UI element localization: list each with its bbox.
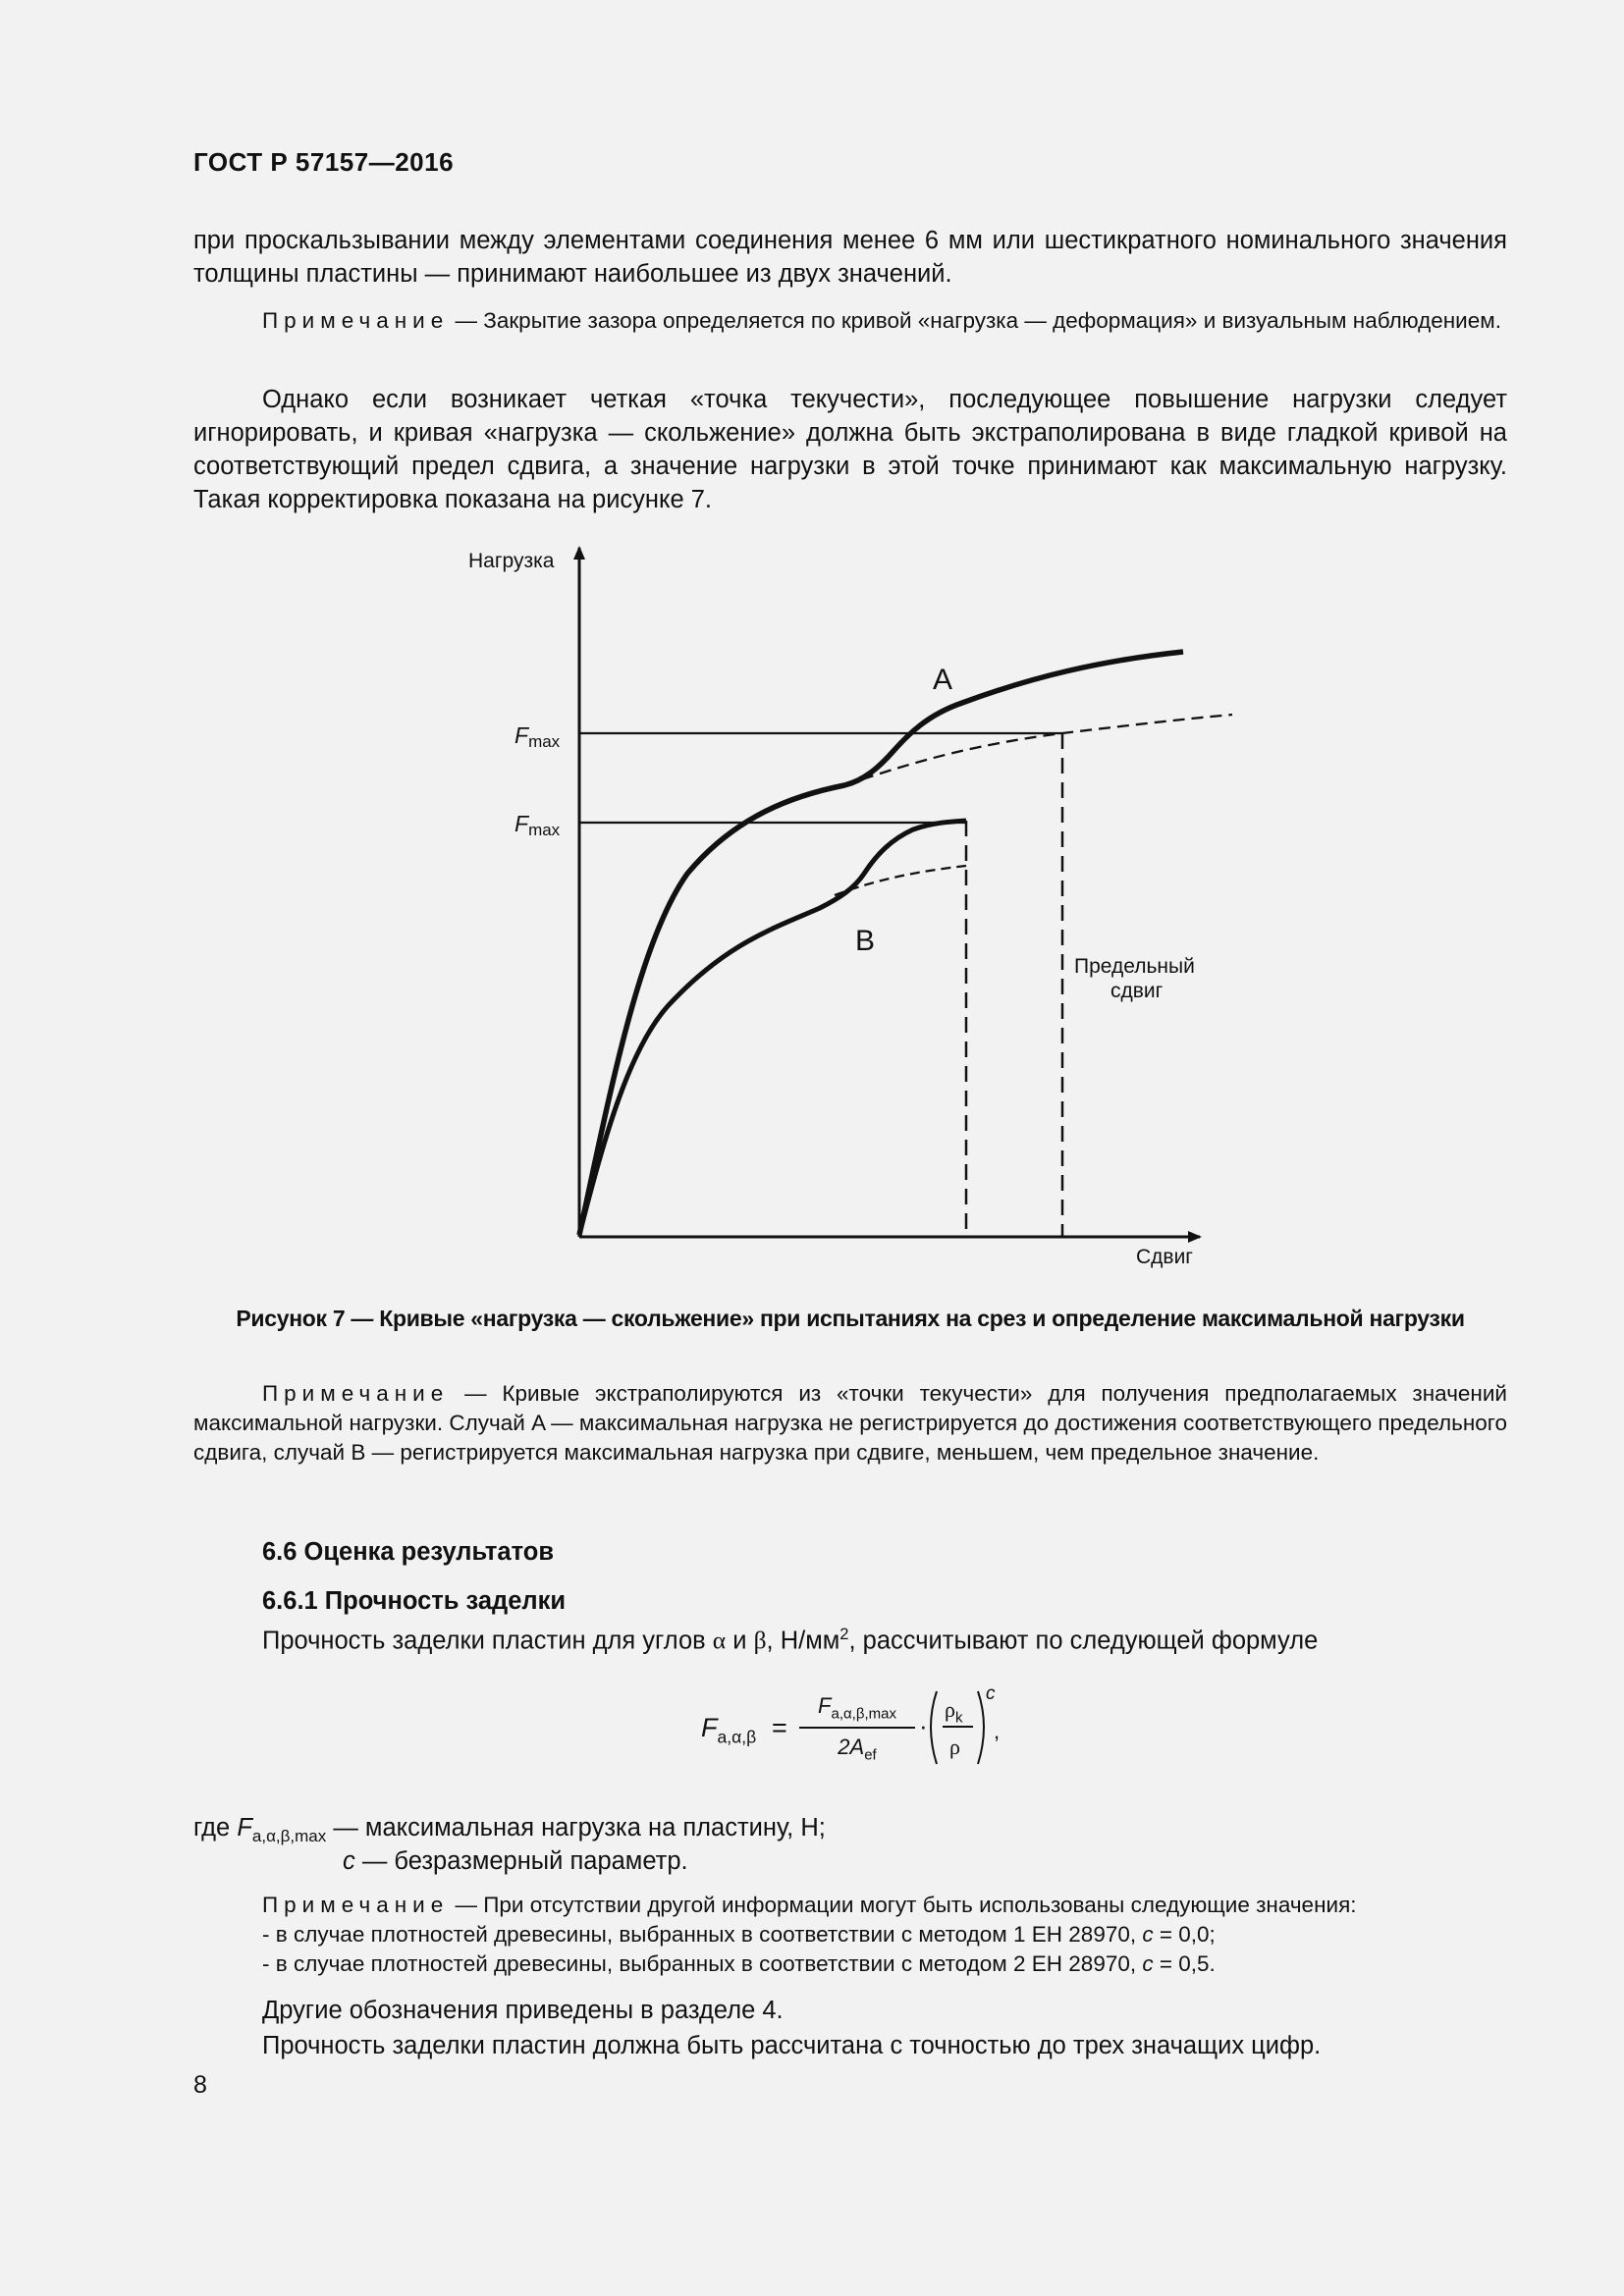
note-extrapolation	[193, 1379, 1507, 1468]
note-label: Примечание	[262, 1893, 450, 1917]
curve-a-label: A	[933, 664, 953, 696]
paragraph-yield-point: Однако если возникает четкая «точка текучести», последующее повышение нагрузки следует игнорировать, и кривая «нагрузка — скольжение» должна быть экстраполирована в виде гладкой кривой на соответствующий предел сдвига, а значение нагрузки в этой точке принимают как максимальную нагрузку. Такая корректировка показана на рисунке 7.	[193, 386, 1507, 513]
limit-shear-label-2: сдвиг	[1110, 980, 1164, 1002]
curve-a-extrapolation	[844, 715, 1232, 785]
note-c-values-lead: Примечание — При отсутствии другой информации могут быть использованы следующие значения:	[262, 1893, 1357, 1917]
paragraph-continuation: при проскальзывании между элементами соединения менее 6 мм или шестикратного номинального значения толщины пластины — принимают наибольшее из двух значений.	[193, 227, 1507, 288]
fmax-upper-label: Fmax	[514, 722, 561, 751]
formula-intro: Прочность заделки пластин для углов α и β, $Н/мм^2$, рассчитывают по следующей формуле	[262, 1625, 1319, 1655]
figure-caption: Рисунок 7 — Кривые «нагрузка — скольжение» при испытаниях на срез и определение максимальной нагрузки	[236, 1306, 1465, 1331]
formula-denominator: $2A_{ef}$	[838, 1735, 877, 1764]
note-text: — Закрытие зазора определяется по кривой «нагрузка — деформация» и визуальным наблюдением.	[449, 308, 1501, 333]
note-text: — Кривые экстраполируются из «точки текучести» для получения предполагаемых значений максимальной нагрузки. Случай A — максимальная нагрузка не регистрируется до достижения соответствующего предельного сдвига, случай B — регистрируется максимальная нагрузка при сдвиге, меньшем, чем предельное значение.	[193, 1381, 1507, 1465]
y-axis-label: Нагрузка	[468, 550, 555, 572]
paragraph-other-notations: Другие обозначения приведены в разделе 4.	[262, 1997, 784, 2024]
where-line-2: c — безразмерный параметр.	[343, 1847, 688, 1875]
page-header: ГОСТ Р 57157—2016	[193, 147, 455, 177]
formula-comma: ,	[994, 1719, 1001, 1743]
formula-dot: ·	[919, 1711, 928, 1740]
curve-b	[579, 821, 966, 1235]
formula-rho-k: $\rho_k$	[945, 1697, 963, 1727]
paragraph-precision: Прочность заделки пластин должна быть рассчитана с точностью до трех значащих цифр.	[262, 2032, 1322, 2059]
x-axis-label: Сдвиг	[1136, 1246, 1193, 1268]
note-label: Примечание	[262, 1381, 450, 1406]
formula-rho: ρ	[949, 1735, 960, 1759]
formula-lhs: $F_{a,\alpha,\beta}$	[701, 1713, 757, 1747]
fmax-lower-label: Fmax	[514, 811, 561, 839]
section-heading: 6.6 Оценка результатов	[262, 1538, 555, 1566]
page-number: 8	[193, 2071, 207, 2099]
curve-a	[579, 652, 1183, 1235]
formula-numerator: $F_{a,\alpha,\beta,max}$	[818, 1693, 896, 1723]
curve-b-extrapolation	[835, 866, 966, 895]
subsection-heading: 6.6.1 Прочность заделки	[262, 1587, 567, 1615]
note-c-values-item-1: - в случае плотностей древесины, выбранных в соответствии с методом 1 ЕН 28970, c = 0,0;	[262, 1922, 1216, 1947]
note-c-values	[262, 1891, 1507, 1979]
where-line-1: где $F_{a,\alpha,\beta,max}$ — максимальная нагрузка на пластину, Н;	[193, 1814, 826, 1846]
formula-exponent: c	[986, 1683, 996, 1704]
formula-parentheses	[697, 1683, 1090, 1791]
limit-shear-label-1: Предельный	[1074, 955, 1195, 978]
formula-equals: =	[772, 1713, 787, 1742]
note-label: Примечание	[262, 308, 450, 333]
note-c-values-item-2: - в случае плотностей древесины, выбранных в соответствии с методом 2 ЕН 28970, c = 0,5.	[262, 1951, 1216, 1976]
embedment-strength-formula	[697, 1683, 1090, 1791]
curve-b-label: B	[855, 925, 876, 957]
